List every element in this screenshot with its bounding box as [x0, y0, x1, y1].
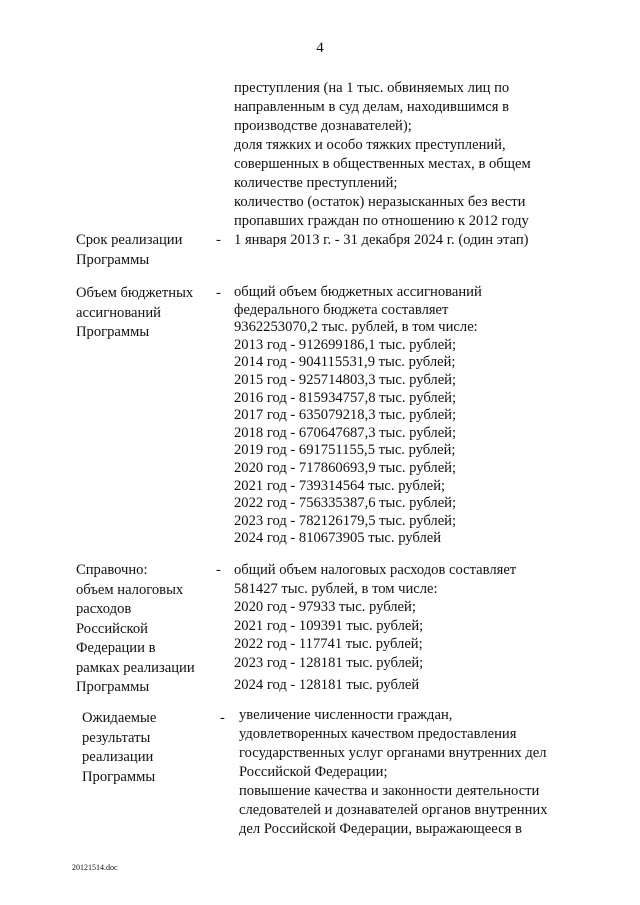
budget-text — [234, 284, 482, 548]
text-line: общий объем бюджетных ассигнований — [234, 284, 482, 300]
term-dash: - — [216, 232, 221, 248]
text-line: доля тяжких и особо тяжких преступлений, — [234, 137, 506, 153]
label-line: реализации — [82, 749, 154, 765]
budget-label — [76, 284, 193, 343]
text-line: дел Российской Федерации, выражающееся в — [239, 821, 522, 837]
text-line: повышение качества и законности деятельности — [239, 783, 540, 799]
text-line: 2023 год - 782126179,5 тыс. рублей; — [234, 512, 457, 529]
text-line: пропавших граждан по отношению к 2012 году — [234, 213, 529, 229]
text-line: 581427 тыс. рублей, в том числе: — [234, 580, 438, 597]
text-line: 2016 год - 815934757,8 тыс. рублей; — [234, 389, 457, 406]
label-line: Программы — [76, 324, 150, 340]
text-line: 2019 год - 691751155,5 тыс. рублей; — [234, 442, 456, 459]
text-line: 9362253070,2 тыс. рублей, в том числе: — [234, 319, 478, 336]
label-line: Программы — [76, 679, 150, 695]
text-line: 2022 год - 756335387,6 тыс. рублей; — [234, 495, 457, 512]
text-line: общий объем налоговых расходов составляет — [234, 562, 517, 578]
tax-dash: - — [216, 562, 221, 578]
label-line: Российской — [76, 620, 148, 637]
label-line: расходов — [76, 601, 132, 617]
text-line: 2024 год - 810673905 тыс. рублей — [234, 530, 442, 547]
text-line: федерального бюджета составляет — [234, 301, 449, 318]
text-line: 1 января 2013 г. - 31 декабря 2024 г. (один этап) — [234, 232, 529, 248]
text-line: следователей и дознавателей органов внутренних — [239, 802, 548, 818]
label-line: рамках реализации — [76, 659, 195, 676]
text-line: 2022 год - 117741 тыс. рублей; — [234, 636, 423, 653]
text-line: совершенных в общественных местах, в общем — [234, 156, 531, 172]
results-label — [82, 709, 156, 787]
text-line: 2020 год - 97933 тыс. рублей; — [234, 599, 416, 616]
text-line: 2023 год - 128181 тыс. рублей; — [234, 654, 424, 671]
text-line: увеличение численности граждан, — [239, 707, 453, 723]
label-line: Объем бюджетных — [76, 285, 194, 301]
label-line: Федерации в — [76, 640, 156, 656]
text-line: 2017 год - 635079218,3 тыс. рублей; — [234, 407, 457, 424]
text-line: государственных услуг органами внутренних дел — [239, 745, 547, 761]
text-line: 2014 год - 904115531,9 тыс. рублей; — [234, 354, 456, 371]
page-number: 4 — [316, 40, 324, 56]
text-line: 2018 год - 670647687,3 тыс. рублей; — [234, 424, 457, 441]
text-line: 2020 год - 717860693,9 тыс. рублей; — [234, 459, 457, 476]
text-line: 2024 год - 128181 тыс. рублей — [234, 676, 420, 693]
tax-label — [76, 561, 195, 698]
label-line: Ожидаемые — [82, 710, 157, 726]
text-line: удовлетворенных качеством предоставления — [239, 726, 517, 742]
label-line: Программы — [76, 251, 150, 268]
label-line: Срок реализации — [76, 232, 183, 248]
label-line: Справочно: — [76, 562, 148, 578]
label-line: результаты — [82, 729, 151, 746]
term-text — [234, 231, 529, 250]
results-text — [239, 706, 548, 839]
text-line: 2021 год - 109391 тыс. рублей; — [234, 617, 424, 634]
continuation-text — [234, 79, 531, 231]
tax-text — [234, 561, 516, 694]
text-line: преступления (на 1 тыс. обвиняемых лиц по — [234, 80, 510, 96]
text-line: 2021 год - 739314564 тыс. рублей; — [234, 477, 446, 494]
label-line: объем налоговых — [76, 581, 184, 598]
file-name-footer: 20121514.doc — [72, 863, 118, 872]
term-label — [76, 231, 182, 270]
label-line: ассигнований — [76, 304, 161, 321]
text-line: количество (остаток) неразысканных без вести — [234, 194, 526, 210]
text-line: Российской Федерации; — [239, 764, 388, 780]
text-line: количестве преступлений; — [234, 175, 398, 191]
budget-dash: - — [216, 285, 221, 301]
text-line: 2015 год - 925714803,3 тыс. рублей; — [234, 371, 457, 388]
text-line: 2013 год - 912699186,1 тыс. рублей; — [234, 336, 457, 353]
text-line: производстве дознавателей); — [234, 118, 412, 134]
label-line: Программы — [82, 768, 156, 785]
text-line: направленным в суд делам, находившимся в — [234, 99, 509, 115]
results-dash: - — [220, 710, 225, 726]
